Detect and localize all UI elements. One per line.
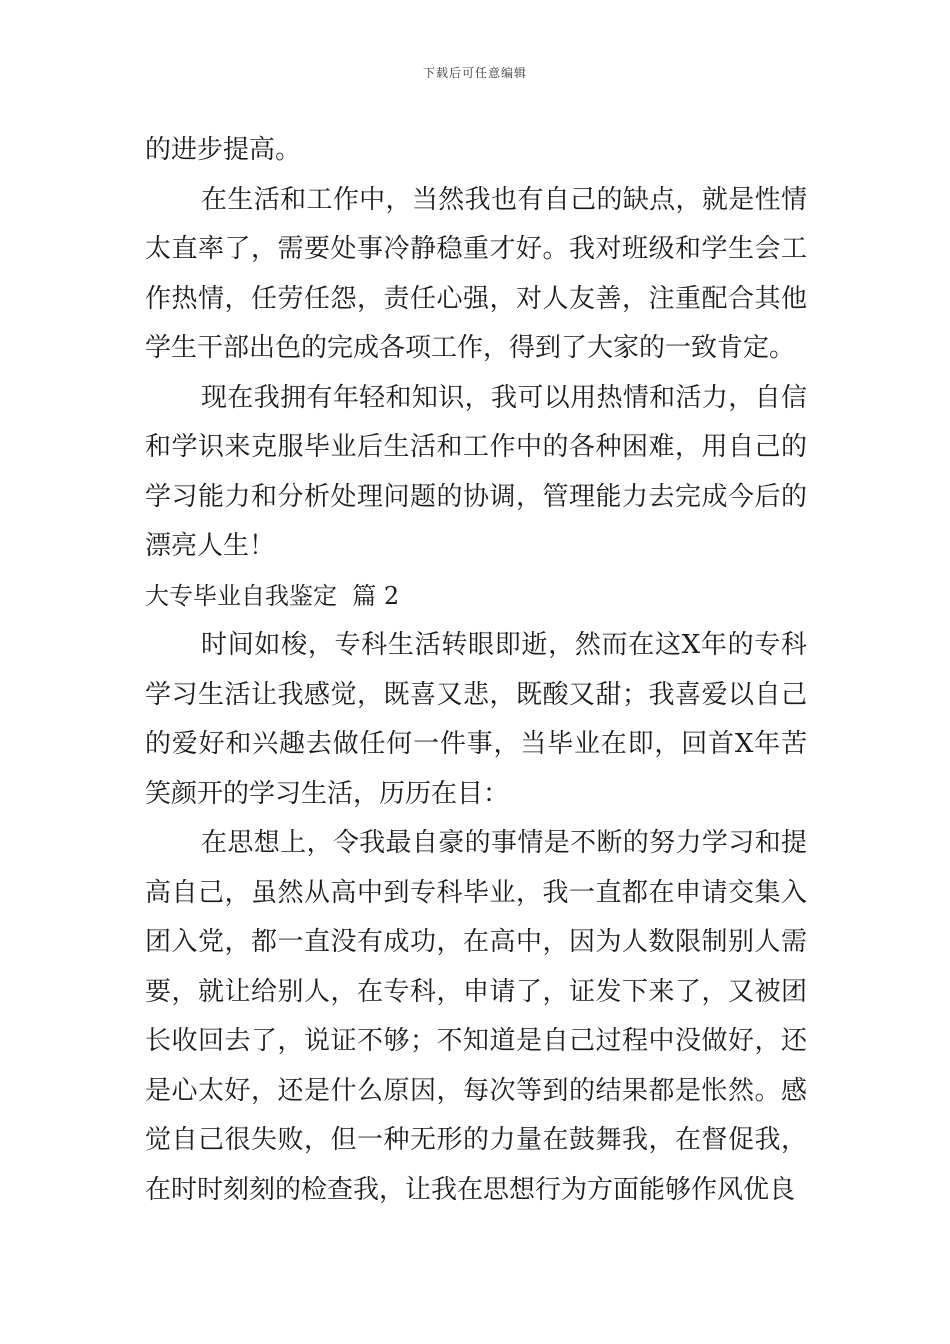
paragraph-time-flies: 时间如梭，专科生活转眼即逝，然而在这X年的专科学习生活让我感觉，既喜又悲，既酸又甜；我喜爱以自己的爱好和兴趣去做任何一件事，当毕业在即，回首X年苦笑颜开的学习生活，历历在目： (145, 630, 807, 809)
document-body (145, 126, 807, 1215)
paragraph-future: 现在我拥有年轻和知识，我可以用热情和活力，自信和学识来克服毕业后生活和工作中的各种困难，用自己的学习能力和分析处理问题的协调，管理能力去完成今后的漂亮人生！ (145, 382, 807, 561)
paragraph-shortcomings: 在生活和工作中，当然我也有自己的缺点，就是性情太直率了，需要处事冷静稳重才好。我对班级和学生会工作热情，任劳任怨，责任心强，对人友善，注重配合其他学生干部出色的完成各项工作，得到了大家的一致肯定。 (145, 184, 807, 363)
paragraph-ideology: 在思想上，令我最自豪的事情是不断的努力学习和提高自己，虽然从高中到专科毕业，我一直都在申请交集入团入党，都一直没有成功，在高中，因为人数限制别人需要，就让给别人，在专科，申请了，证发下来了，又被团长收回去了，说证不够；不知道是自己过程中没做好，还是心太好，还是什么原因，每次等到的结果都是怅然。感觉自己很失败，但一种无形的力量在鼓舞我，在督促我，在时时刻刻的检查我，让我在思想行为方面能够作风优良 (145, 828, 807, 1205)
page-header: 下载后可任意编辑 (422, 66, 527, 80)
paragraph-continuation: 的进步提高。 (145, 135, 302, 165)
section-title: 大专毕业自我鉴定 篇 2 (145, 581, 400, 610)
